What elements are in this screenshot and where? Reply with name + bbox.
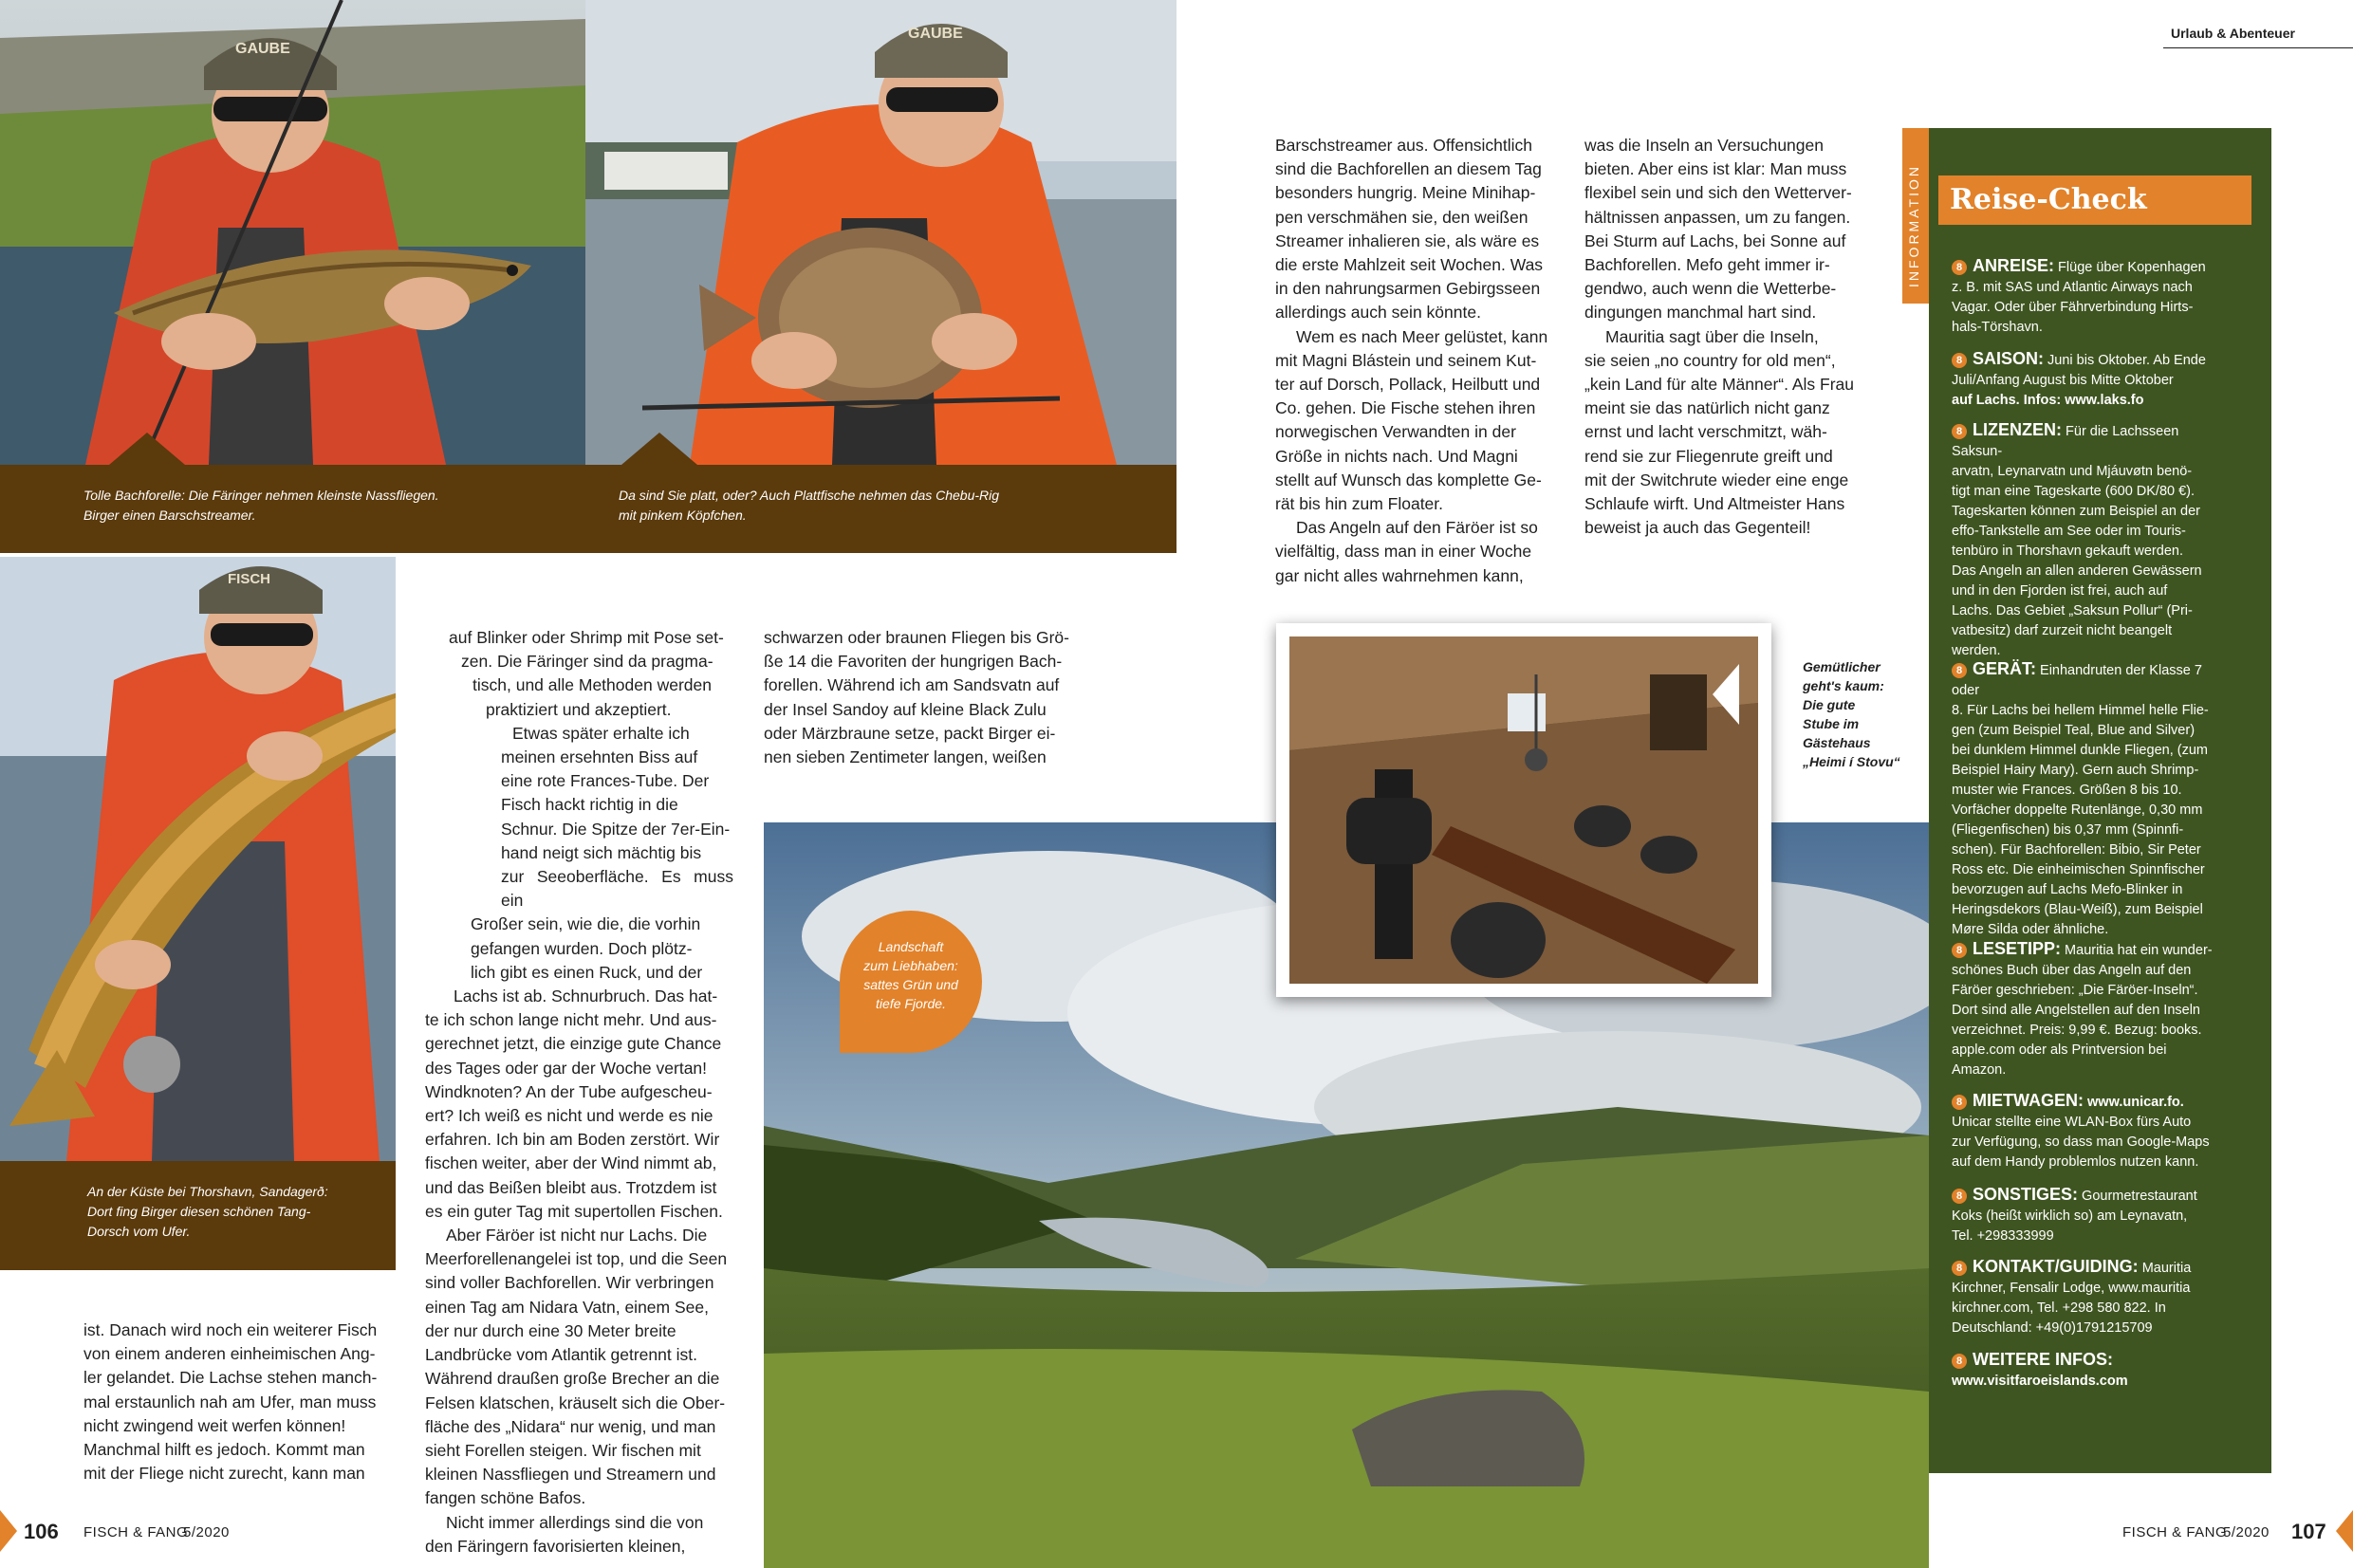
info-line: apple.com oder als Printversion bei: [1952, 1042, 2167, 1058]
info-line: Lachs. Das Gebiet „Saksun Pollur“ (Pri-: [1952, 603, 2193, 618]
interior-caption-pointer: [1713, 664, 1739, 725]
text-line: ße 14 die Favoriten der hungrigen Bach-: [764, 652, 1063, 672]
info-line: Kirchner, Fensalir Lodge, www.mauritia: [1952, 1281, 2191, 1296]
info-line: Das Angeln an allen anderen Gewässern: [1952, 563, 2202, 579]
information-tab-label: INFORMATION: [1906, 164, 1921, 287]
info-line: Heringsdekors (Blau-Weiß), zum Beispiel: [1952, 902, 2203, 917]
cap-logo-3: FISCH: [228, 571, 270, 587]
caption-line: Dorsch vom Ufer.: [87, 1224, 191, 1239]
cap-logo-1: GAUBE: [235, 41, 290, 57]
text-line: ter auf Dorsch, Pollack, Heilbutt und: [1275, 375, 1541, 395]
text-line: Das Angeln auf den Färöer ist so: [1296, 518, 1538, 538]
text-line: der Insel Sandoy auf kleine Black Zulu: [764, 699, 1047, 719]
info-line: Juli/Anfang August bis Mitte Oktober: [1952, 373, 2174, 388]
text-line: gar nicht alles wahrnehmen kann,: [1275, 565, 1524, 585]
text-line: Windknoten? An der Tube aufgescheu-: [425, 1081, 713, 1101]
text-line: Großer sein, wie die, die vorhin: [471, 914, 701, 934]
footer-issue-right: 5/2020: [2223, 1524, 2270, 1540]
text-line: allerdings auch sein könnte.: [1275, 303, 1481, 323]
page-corner-right: [2336, 1510, 2353, 1552]
info-item-saison: [1952, 349, 2227, 411]
orange-bullet-icon: 8: [1952, 353, 1967, 368]
text-line: was die Inseln an Versuchungen: [1584, 136, 1824, 155]
text-line: sie seien „no country for old men“,: [1584, 350, 1836, 370]
info-item-head: SAISON:: [1973, 349, 2045, 368]
info-line: Gourmetrestaurant: [2082, 1189, 2197, 1204]
orange-bullet-icon: 8: [1952, 663, 1967, 678]
text-line: Landbrücke vom Atlantik getrennt ist.: [425, 1345, 697, 1365]
text-line: fläche des „Nidara“ nur wenig, und man: [425, 1416, 716, 1436]
text-line: fischen weiter, aber der Wind nimmt ab,: [425, 1153, 717, 1173]
caption-line: geht's kaum:: [1803, 678, 1884, 693]
caption-line: tiefe Fjorde.: [876, 996, 946, 1011]
info-line: und in den Fjorden ist frei, auch auf: [1952, 583, 2168, 599]
info-line: Ross etc. Die einheimischen Spinnfischer: [1952, 862, 2205, 877]
text-line: stellt auf Wunsch das komplette Ge-: [1275, 470, 1542, 489]
text-column-right-1: [1275, 134, 1567, 588]
section-label: Urlaub & Abenteuer: [2171, 26, 2295, 41]
orange-bullet-icon: 8: [1952, 1189, 1967, 1204]
info-line: werden.: [1952, 643, 2001, 658]
info-item-head: KONTAKT/GUIDING:: [1973, 1257, 2139, 1276]
orange-bullet-icon: 8: [1952, 943, 1967, 958]
text-line: gendwo, auch wenn die Wetterbe-: [1584, 279, 1837, 299]
caption-line: Landschaft: [878, 939, 944, 954]
text-line: mit Magni Blástein und seinem Kut-: [1275, 350, 1537, 370]
photo-brown-trout: [0, 0, 585, 465]
info-line: Vagar. Oder über Fährverbindung Hirts-: [1952, 300, 2194, 315]
info-item-sonstiges: [1952, 1185, 2227, 1246]
info-line: arvatn, Leynarvatn und Mjáuvøtn benö-: [1952, 464, 2193, 479]
text-line: Manchmal hilft es jedoch. Kommt man: [83, 1440, 365, 1460]
info-item-lizenzen: [1952, 420, 2227, 661]
info-line: 8. Für Lachs bei hellem Himmel helle Flie-: [1952, 703, 2209, 718]
info-line: Unicar stellte eine WLAN-Box fürs Auto: [1952, 1115, 2192, 1130]
text-line: Barschstreamer aus. Offensichtlich: [1275, 136, 1533, 155]
text-line: Meerforellenangelei ist top, und die Seen: [425, 1249, 728, 1269]
text-line: lich gibt es einen Ruck, und der: [471, 962, 703, 982]
caption-line: sattes Grün und: [863, 977, 958, 992]
info-line: www.visitfaroeislands.com: [1952, 1374, 2128, 1389]
photo-interior-frame: [1276, 623, 1771, 997]
section-rule: [2163, 47, 2353, 48]
text-line: dingungen manchmal hart sind.: [1584, 303, 1817, 323]
info-line: schen). Für Bachforellen: Bibio, Sir Peter: [1952, 842, 2201, 858]
info-item-head: SONSTIGES:: [1973, 1185, 2079, 1204]
footer-magazine-right: FISCH & FANG: [2122, 1524, 2228, 1540]
cap-logo-2: GAUBE: [908, 26, 963, 42]
info-line: Tel. +298333999: [1952, 1228, 2054, 1244]
info-line: verzeichnet. Preis: 9,99 €. Bezug: books.: [1952, 1023, 2202, 1038]
text-line: nicht zwingend weit werfen können!: [83, 1415, 346, 1435]
caption-line: Gemütlicher: [1803, 659, 1881, 674]
text-line: mal erstaunlich nah am Ufer, man muss: [83, 1392, 377, 1411]
info-item-head: MIETWAGEN:: [1973, 1091, 2084, 1110]
text-column-right-2: [1584, 134, 1869, 540]
caption-photo-cod: [0, 1161, 396, 1270]
text-line: rend sie zur Fliegenrute greift und: [1584, 446, 1833, 466]
info-line: Beispiel Hairy Mary). Gern auch Shrimp-: [1952, 763, 2199, 778]
info-line: auf Lachs. Infos: www.laks.fo: [1952, 393, 2144, 408]
text-line: hand neigt sich mächtig bis: [501, 842, 702, 862]
info-line: tenbüro in Thorshavn gekauft werden.: [1952, 544, 2183, 559]
text-line: flexibel sein und sich den Wetterver-: [1584, 183, 1852, 203]
caption-line: Die gute: [1803, 697, 1856, 712]
info-item-head: LESETIPP:: [1973, 939, 2062, 958]
text-line: Nicht immer allerdings sind die von: [446, 1512, 704, 1532]
text-line: es ein guter Tag mit supertollen Fischen.: [425, 1201, 723, 1221]
text-line: te ich schon lange nicht mehr. Und aus-: [425, 1010, 717, 1030]
text-line: mit der Fliege nicht zurecht, kann man: [83, 1464, 365, 1484]
text-line: Wem es nach Meer gelüstet, kann: [1296, 326, 1548, 346]
orange-bullet-icon: 8: [1952, 260, 1967, 275]
text-column-third: [764, 626, 1077, 769]
text-line: bieten. Aber eins ist klar: Man muss: [1584, 159, 1847, 179]
info-line: muster wie Frances. Größen 8 bis 10.: [1952, 783, 2182, 798]
text-line: besonders hungrig. Meine Minihap-: [1275, 183, 1536, 203]
text-line: des Tages oder gar der Woche vertan!: [425, 1058, 708, 1078]
page-number-right: 107: [2291, 1520, 2326, 1543]
text-line: pen verschmähen sie, den weißen: [1275, 207, 1529, 227]
text-line: praktiziert und akzeptiert.: [486, 699, 672, 719]
orange-bullet-icon: 8: [1952, 424, 1967, 439]
info-line: Flüge über Kopenhagen: [2058, 260, 2206, 275]
text-line: gerechnet jetzt, die einzige gute Chance: [425, 1034, 722, 1054]
footer-issue-left: 5/2020: [183, 1524, 230, 1540]
info-line: zur Verfügung, so dass man Google-Maps: [1952, 1134, 2210, 1150]
text-line: vielfältig, dass man in einer Woche: [1275, 542, 1532, 562]
text-line: tisch, und alle Methoden werden: [472, 675, 712, 695]
caption-notch-2: [621, 433, 697, 465]
text-line: sind voller Bachforellen. Wir verbringen: [425, 1273, 714, 1293]
info-item-head: WEITERE INFOS:: [1973, 1350, 2113, 1369]
photo-cod: [0, 557, 396, 1161]
text-line: erfahren. Ich bin am Boden zerstört. Wir: [425, 1130, 720, 1150]
text-line: schwarzen oder braunen Fliegen bis Grö-: [764, 628, 1069, 647]
text-line: in den nahrungsarmen Gebirgsseen: [1275, 279, 1541, 299]
caption-line: Stube im: [1803, 716, 1860, 731]
caption-line: Gästehaus: [1803, 735, 1871, 750]
infobox-title-band: [1938, 175, 2251, 225]
page-corner-left: [0, 1510, 17, 1552]
text-line: Co. gehen. Die Fische stehen ihren: [1275, 398, 1536, 418]
text-line: der nur durch eine 30 Meter breite: [425, 1320, 676, 1340]
text-line: „kein Land für alte Männer“. Als Frau: [1584, 375, 1855, 395]
text-line: ler gelandet. Die Lachse stehen manch-: [83, 1368, 378, 1388]
text-line: hältnissen anpassen, um zu fangen.: [1584, 207, 1851, 227]
text-line: mit der Switchrute wieder eine enge: [1584, 470, 1849, 489]
info-line: vatbesitz) darf zurzeit nicht beangelt: [1952, 623, 2173, 638]
text-line: eine rote Frances-Tube. Der: [501, 771, 710, 791]
text-line: zur Seeoberfläche. Es muss ein: [501, 867, 733, 911]
info-line: Møre Silda oder ähnliche.: [1952, 922, 2109, 937]
info-line: bei dunklem Himmel dunkle Fliegen, (zum: [1952, 743, 2208, 758]
text-line: einen Tag am Nidara Vatn, einem See,: [425, 1297, 709, 1317]
text-line: ernst und lacht verschmitzt, wäh-: [1584, 422, 1827, 442]
caption-line: An der Küste bei Thorshavn, Sandagerð:: [87, 1184, 328, 1199]
text-line: auf Blinker oder Shrimp mit Pose set-: [449, 628, 724, 647]
text-line: ert? Ich weiß es nicht und werde es nie: [425, 1106, 713, 1126]
caption-landscape-bubble: [840, 911, 982, 1053]
caption-line: mit pinkem Köpfchen.: [619, 507, 747, 523]
text-line: Lachs ist ab. Schnurbruch. Das hat-: [454, 987, 718, 1006]
info-line: bevorzugen auf Lachs Mefo-Blinker in: [1952, 882, 2183, 897]
info-line: hals-Törshavn.: [1952, 320, 2043, 335]
caption-interior: [1803, 657, 1917, 771]
text-line: Felsen klatschen, kräuselt sich die Ober-: [425, 1393, 726, 1412]
text-line: Mauritia sagt über die Inseln,: [1605, 326, 1819, 346]
info-line: Mauritia: [2141, 1261, 2192, 1276]
orange-bullet-icon: 8: [1952, 1261, 1967, 1276]
caption-line: Birger einen Barschstreamer.: [83, 507, 256, 523]
text-line: den Färingern favorisierten kleinen,: [425, 1536, 686, 1556]
info-line: auf dem Handy problemlos nutzen kann.: [1952, 1154, 2199, 1170]
info-line: schönes Buch über das Angeln auf den: [1952, 963, 2192, 978]
text-line: und das Beißen bleibt aus. Trotzdem ist: [425, 1177, 717, 1197]
text-line: Streamer inhalieren sie, als wäre es: [1275, 231, 1540, 250]
photo-interior: [1289, 636, 1758, 984]
info-line: Dort sind alle Angelstellen auf den Inseln: [1952, 1003, 2200, 1018]
info-line: Mauritia hat ein wunder-: [2065, 943, 2213, 958]
info-line: (Fliegenfischen) bis 0,37 mm (Spinnfi-: [1952, 822, 2184, 838]
text-line: Etwas später erhalte ich: [512, 723, 690, 743]
caption-line: zum Liebhaben:: [863, 958, 958, 973]
information-tab: [1902, 128, 1929, 304]
text-line: Während draußen große Brecher an die: [425, 1369, 720, 1389]
info-line: Koks (heißt wirklich so) am Leynavatn,: [1952, 1208, 2188, 1224]
info-item-head: GERÄT:: [1973, 659, 2036, 678]
text-line: Bachforellen. Mefo geht immer ir-: [1584, 255, 1830, 275]
orange-bullet-icon: 8: [1952, 1354, 1967, 1369]
text-column-middle: [425, 626, 733, 1559]
text-line: zen. Die Färinger sind da pragma-: [461, 652, 713, 672]
info-line: Färöer geschrieben: „Die Färöer-Inseln“.: [1952, 983, 2198, 998]
text-line: rät bis hin zum Floater.: [1275, 494, 1444, 514]
info-line: Tageskarten können zum Beispiel an der: [1952, 504, 2200, 519]
text-line: beweist ja auch das Gegenteil!: [1584, 518, 1811, 538]
info-line: www.unicar.fo.: [2087, 1095, 2184, 1110]
orange-bullet-icon: 8: [1952, 1095, 1967, 1110]
text-line: von einem anderen einheimischen Ang-: [83, 1344, 376, 1364]
info-item-kontakt: [1952, 1257, 2227, 1338]
text-line: Aber Färöer ist nicht nur Lachs. Die: [446, 1226, 708, 1245]
text-line: Bei Sturm auf Lachs, bei Sonne auf: [1584, 231, 1846, 250]
text-line: forellen. Während ich am Sandsvatn auf: [764, 675, 1060, 695]
info-line: Amazon.: [1952, 1062, 2007, 1078]
caption-line: Tolle Bachforelle: Die Färinger nehmen kleinste Nassfliegen.: [83, 488, 439, 503]
caption-photo-flatfish: [585, 465, 1176, 553]
info-line: kirchner.com, Tel. +298 580 822. In: [1952, 1301, 2166, 1316]
caption-line: „Heimi í Stovu“: [1803, 754, 1900, 769]
info-item-anreise: [1952, 256, 2227, 338]
info-line: Einhandruten der Klasse 7 oder: [1952, 663, 2202, 698]
text-line: oder Märzbraune setze, packt Birger ei-: [764, 723, 1056, 743]
info-line: gen (zum Beispiel Teal, Blue and Silver): [1952, 723, 2196, 738]
info-line: effo-Tankstelle am See oder im Touris-: [1952, 524, 2186, 539]
text-line: Schnur. Die Spitze der 7er-Ein-: [501, 819, 731, 839]
text-line: die erste Mahlzeit seit Wochen. Was: [1275, 255, 1544, 275]
info-item-head: LIZENZEN:: [1973, 420, 2062, 439]
infobox-title: Reise-Check: [1950, 183, 2147, 216]
text-line: meinen ersehnten Biss auf: [501, 747, 698, 767]
text-line: nen sieben Zentimeter langen, weißen: [764, 747, 1047, 767]
footer-magazine-left: FISCH & FANG: [83, 1524, 189, 1540]
caption-notch-1: [109, 433, 185, 465]
info-item-weitere-infos: [1952, 1350, 2227, 1392]
text-line: meint sie das natürlich nicht ganz: [1584, 398, 1830, 418]
text-line: kleinen Nassfliegen und Streamern und: [425, 1465, 716, 1485]
text-line: gefangen wurden. Doch plötz-: [471, 938, 693, 958]
caption-photo-brown-trout: [0, 465, 585, 553]
page-number-left: 106: [24, 1520, 59, 1543]
text-line: Fisch hackt richtig in die: [501, 795, 678, 815]
caption-line: Dort fing Birger diesen schönen Tang-: [87, 1204, 311, 1219]
info-line: tigt man eine Tageskarte (600 DK/80 €).: [1952, 484, 2196, 499]
text-line: norwegischen Verwandten in der: [1275, 422, 1516, 442]
photo-flatfish: [585, 0, 1176, 465]
info-line: Deutschland: +49(0)1791215709: [1952, 1320, 2153, 1336]
info-item-geraet: [1952, 659, 2227, 940]
info-item-head: ANREISE:: [1973, 256, 2055, 275]
info-line: Juni bis Oktober. Ab Ende: [2047, 353, 2206, 368]
text-line: fangen schöne Bafos.: [425, 1488, 586, 1508]
text-line: sieht Forellen steigen. Wir fischen mit: [425, 1440, 701, 1460]
text-line: ist. Danach wird noch ein weiterer Fisch: [83, 1320, 378, 1339]
info-item-mietwagen: [1952, 1091, 2227, 1172]
text-line: sind die Bachforellen an diesem Tag: [1275, 159, 1542, 179]
info-item-lesetipp: [1952, 939, 2227, 1080]
caption-line: Da sind Sie platt, oder? Auch Plattfische nehmen das Chebu-Rig: [619, 488, 1000, 503]
infobox-reise-check: [1929, 128, 2271, 1473]
text-line: Schlaufe wirft. Und Altmeister Hans: [1584, 494, 1845, 514]
info-line: Für die Lachsseen Saksun-: [1952, 424, 2179, 459]
text-line: Größe in nichts nach. Und Magni: [1275, 446, 1518, 466]
text-column-left: [83, 1319, 387, 1485]
info-line: z. B. mit SAS und Atlantic Airways nach: [1952, 280, 2193, 295]
info-line: Vorfächer doppelte Rutenlänge, 0,30 mm: [1952, 802, 2203, 818]
